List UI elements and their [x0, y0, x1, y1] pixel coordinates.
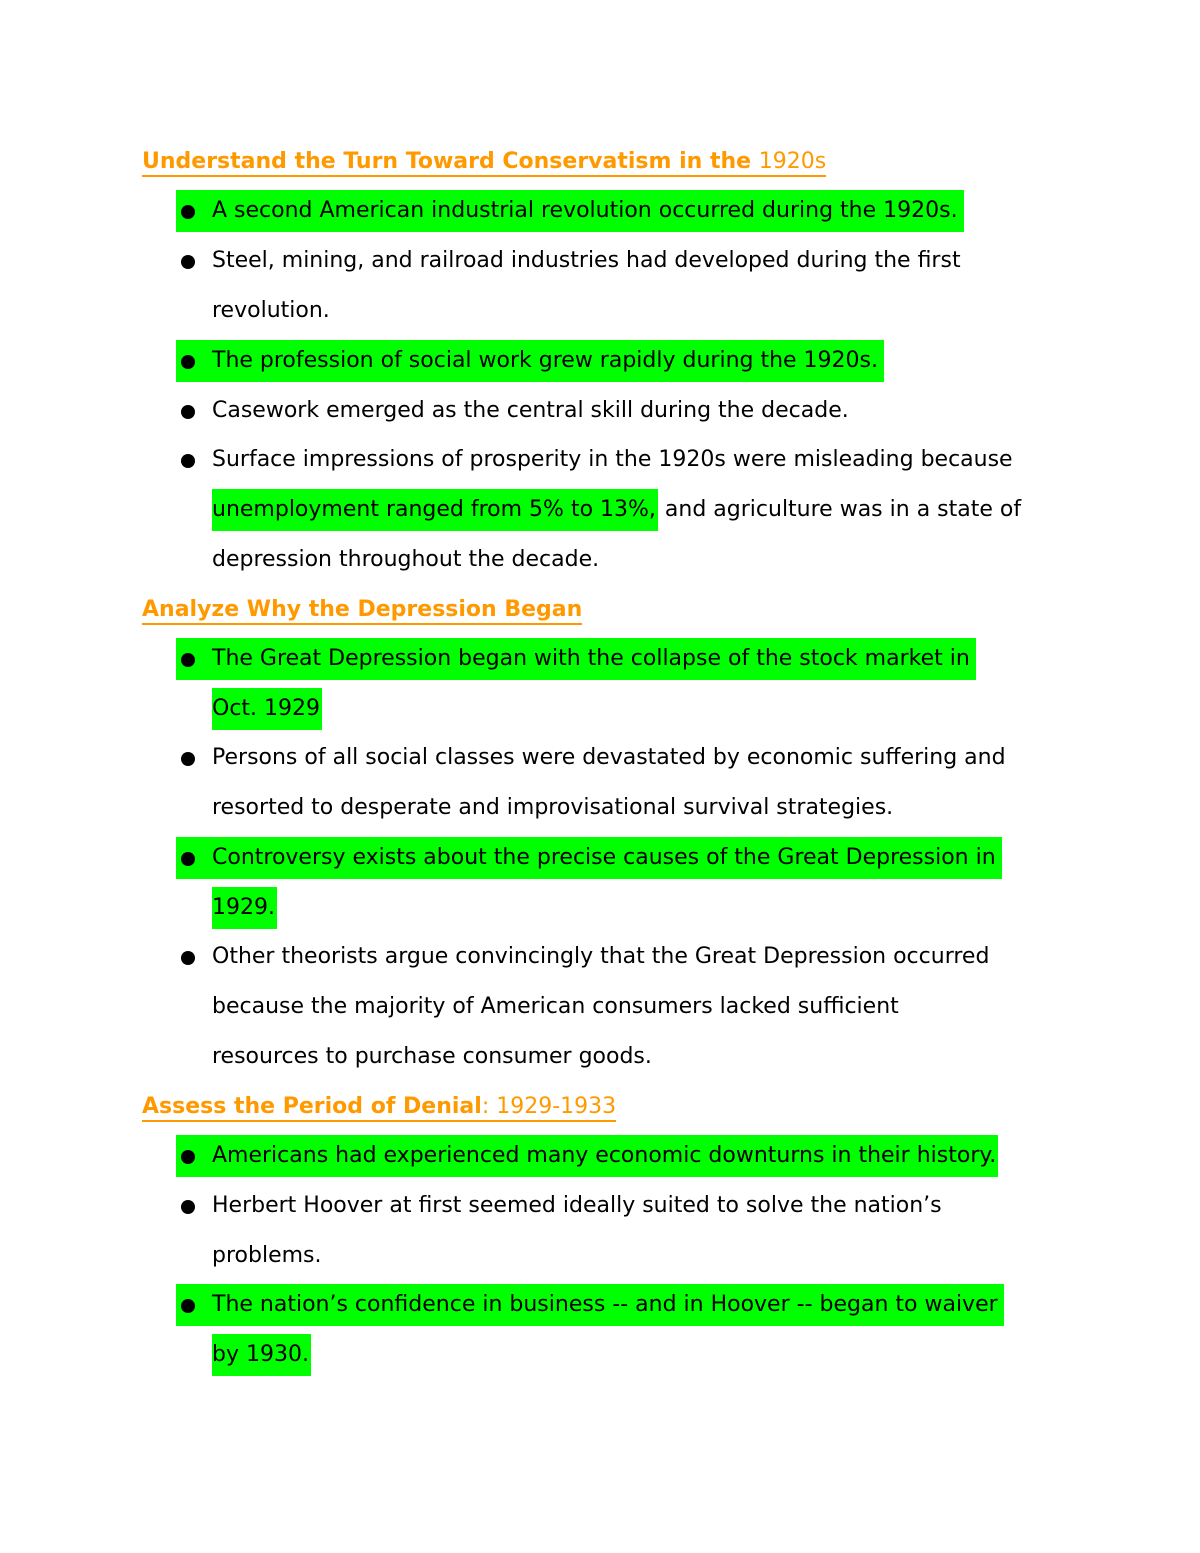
bullet-text: Steel, mining, and railroad industries had developed during the first [212, 248, 961, 273]
bullet-icon [176, 340, 212, 382]
bullet-text: Persons of all social classes were devastated by economic suffering and [212, 745, 1006, 770]
bullet-icon [176, 638, 212, 680]
bullet-text: by 1930. [212, 1334, 311, 1376]
section-heading-depression [142, 595, 582, 625]
section-heading-denial [142, 1092, 616, 1122]
bullet-text: Herbert Hoover at first seemed ideally suited to solve the nation’s [212, 1193, 942, 1218]
bullet-text: Other theorists argue convincingly that the Great Depression occurred [212, 944, 990, 969]
bullet-text: A second American industrial revolution occurred during the 1920s. [212, 198, 958, 223]
bullet-icon [176, 439, 212, 481]
bullet-text: Controversy exists about the precise causes of the Great Depression in [212, 845, 996, 870]
bullet-text: Oct. 1929 [212, 688, 322, 730]
bullet-icon [176, 1185, 212, 1227]
bullet-icon [176, 1284, 212, 1326]
heading-text: Assess the Period of Denial [142, 1094, 482, 1119]
bullet-text: problems. [212, 1243, 322, 1268]
bullet-text: revolution. [212, 298, 330, 323]
bullet-icon [176, 837, 212, 879]
bullet-text: The profession of social work grew rapidly during the 1920s. [212, 348, 879, 373]
bullet-text: The Great Depression began with the collapse of the stock market in [212, 646, 970, 671]
bullet-text: The nation’s confidence in business -- and in Hoover -- began to waiver [212, 1292, 998, 1317]
heading-text: Understand the Turn Toward Conservatism in the [142, 149, 759, 174]
bullet-text: resorted to desperate and improvisational survival strategies. [212, 795, 894, 820]
bullet-text: and agriculture was in a state of [657, 497, 1022, 522]
bullet-text: depression throughout the decade. [212, 547, 600, 572]
bullet-icon [176, 390, 212, 432]
section-heading-conservatism [142, 147, 826, 177]
heading-year: 1920s [758, 149, 827, 174]
bullet-icon [176, 737, 212, 779]
bullet-icon [176, 936, 212, 978]
bullet-text: Surface impressions of prosperity in the 1920s were misleading because [212, 447, 1013, 472]
bullet-icon [176, 1135, 212, 1177]
bullet-icon [176, 190, 212, 232]
bullet-text: Americans had experienced many economic downturns in their history. [212, 1143, 997, 1168]
bullet-text: because the majority of American consumers lacked sufficient [212, 994, 899, 1019]
highlighted-text: unemployment ranged from 5% to 13%, [212, 489, 658, 531]
bullet-text: Casework emerged as the central skill during the decade. [212, 398, 849, 423]
bullet-text: 1929. [212, 887, 277, 929]
bullet-icon [176, 240, 212, 282]
bullet-text: resources to purchase consumer goods. [212, 1044, 652, 1069]
heading-text: Analyze Why the Depression Began [142, 597, 583, 622]
heading-years: : 1929-1933 [481, 1094, 617, 1119]
